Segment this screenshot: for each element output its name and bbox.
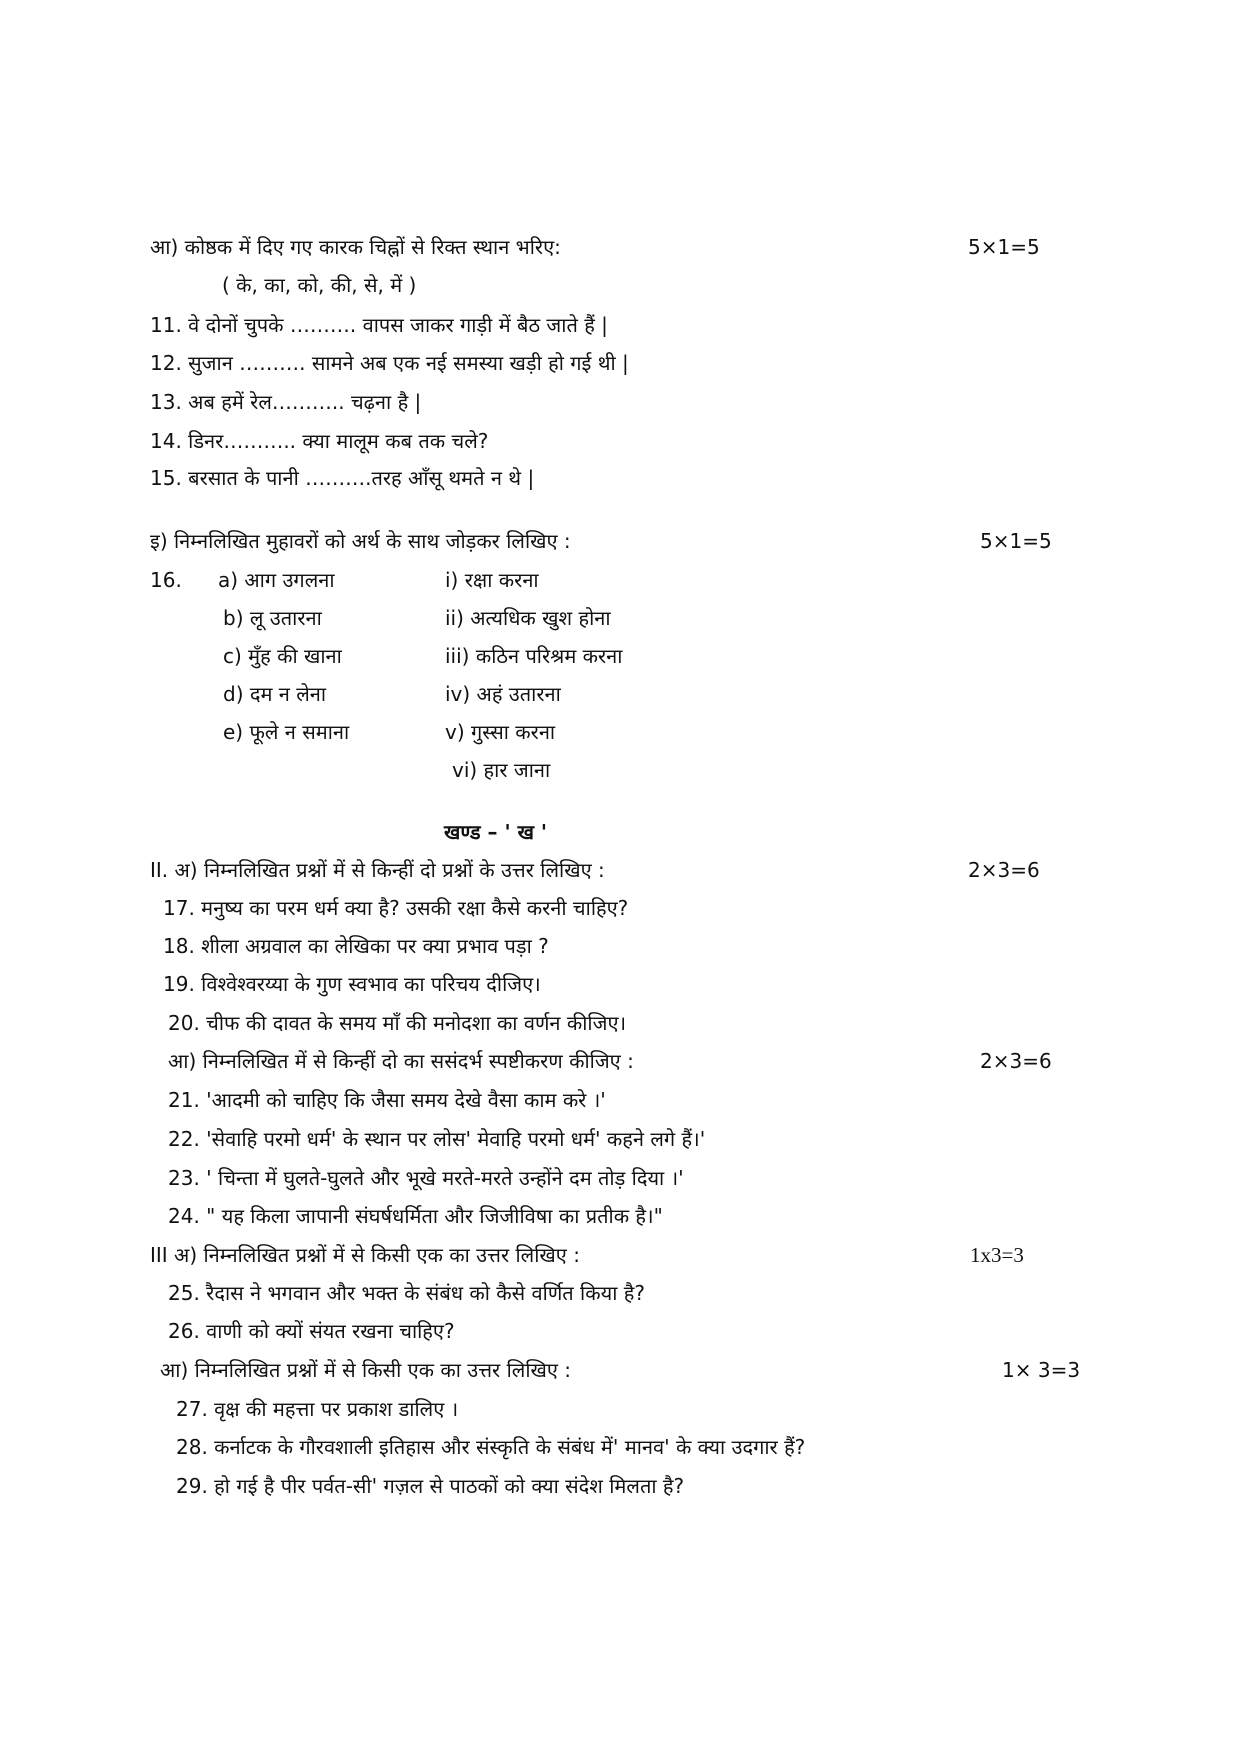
section-i-marks: 5×1=5 (980, 529, 1052, 553)
part-3a-marks: 1x3=3 (970, 1243, 1024, 1267)
idiom-a: a) आग उगलना (218, 568, 335, 592)
section-aa-heading: आ) कोष्ठक में दिए गए कारक चिह्नों से रिक्त स्थान भरिए: (150, 235, 561, 259)
meaning-vi: vi) हार जाना (452, 758, 551, 782)
question-19: 19. विश्वेश्वरय्या के गुण स्वभाव का परिचय दीजिए। (163, 972, 541, 996)
idiom-e: e) फूले न समाना (223, 720, 350, 744)
question-12: 12. सुजान ………. सामने अब एक नई समस्या खड़ी हो गई थी | (150, 351, 629, 375)
idiom-d: d) दम न लेना (223, 682, 327, 706)
part-2aa-heading: आ) निम्नलिखित में से किन्हीं दो का ससंदर्भ स्पष्टीकरण कीजिए : (168, 1049, 634, 1073)
question-17: 17. मनुष्य का परम धर्म क्या है? उसकी रक्षा कैसे करनी चाहिए? (163, 896, 629, 920)
section-kha-title: खण्ड – ' ख ' (444, 820, 548, 844)
part-2aa-marks: 2×3=6 (980, 1049, 1052, 1073)
section-aa-options: ( के, का, को, की, से, में ) (222, 273, 417, 297)
question-16-number: 16. (150, 568, 182, 592)
question-27: 27. वृक्ष की महत्ता पर प्रकाश डालिए । (176, 1397, 459, 1421)
meaning-iv: iv) अहं उतारना (445, 682, 561, 706)
meaning-iii: iii) कठिन परिश्रम करना (445, 644, 623, 668)
section-i-heading: इ) निम्नलिखित मुहावरों को अर्थ के साथ जोड़कर लिखिए : (150, 529, 571, 553)
part-3aa-marks: 1× 3=3 (1002, 1358, 1081, 1382)
section-aa-marks: 5×1=5 (968, 235, 1040, 259)
part-2a-heading: II. अ) निम्नलिखित प्रश्नों में से किन्हीं दो प्रश्नों के उत्तर लिखिए : (150, 858, 605, 882)
question-15: 15. बरसात के पानी ……….तरह आँसू थमते न थे | (150, 466, 535, 490)
meaning-v: v) गुस्सा करना (445, 720, 556, 744)
question-25: 25. रैदास ने भगवान और भक्त के संबंध को कैसे वर्णित किया है? (168, 1281, 645, 1305)
question-18: 18. शीला अग्रवाल का लेखिका पर क्या प्रभाव पड़ा ? (163, 934, 549, 958)
question-21: 21. 'आदमी को चाहिए कि जैसा समय देखे वैसा काम करे ।' (168, 1088, 606, 1112)
question-14: 14. डिनर……….. क्या मालूम कब तक चले? (150, 429, 489, 453)
question-11: 11. वे दोनों चुपके ………. वापस जाकर गाड़ी में बैठ जाते हैं | (150, 313, 608, 337)
question-29: 29. हो गई है पीर पर्वत-सी' गज़ल से पाठकों को क्या संदेश मिलता है? (176, 1474, 685, 1498)
question-24: 24. " यह किला जापानी संघर्षधर्मिता और जिजीविषा का प्रतीक है।" (168, 1204, 663, 1228)
question-13: 13. अब हमें रेल……….. चढ़ना है | (150, 390, 422, 414)
part-2a-marks: 2×3=6 (968, 858, 1040, 882)
question-20: 20. चीफ की दावत के समय माँ की मनोदशा का वर्णन कीजिए। (168, 1011, 627, 1035)
meaning-ii: ii) अत्यधिक खुश होना (445, 606, 611, 630)
meaning-i: i) रक्षा करना (445, 568, 539, 592)
question-23: 23. ' चिन्ता में घुलते-घुलते और भूखे मरते-मरते उन्होंने दम तोड़ दिया ।' (168, 1166, 684, 1190)
idiom-b: b) लू उतारना (223, 606, 322, 630)
question-22: 22. 'सेवाहि परमो धर्म' के स्थान पर लोस' मेवाहि परमो धर्म' कहने लगे हैं।' (168, 1127, 706, 1151)
question-26: 26. वाणी को क्यों संयत रखना चाहिए? (168, 1319, 455, 1343)
part-3a-heading: III अ) निम्नलिखित प्रश्नों में से किसी एक का उत्तर लिखिए : (150, 1243, 580, 1267)
question-28: 28. कर्नाटक के गौरवशाली इतिहास और संस्कृति के संबंध में' मानव' के क्या उदगार हैं? (176, 1435, 806, 1459)
idiom-c: c) मुँह की खाना (223, 644, 342, 668)
part-3aa-heading: आ) निम्नलिखित प्रश्नों में से किसी एक का उत्तर लिखिए : (160, 1358, 572, 1382)
